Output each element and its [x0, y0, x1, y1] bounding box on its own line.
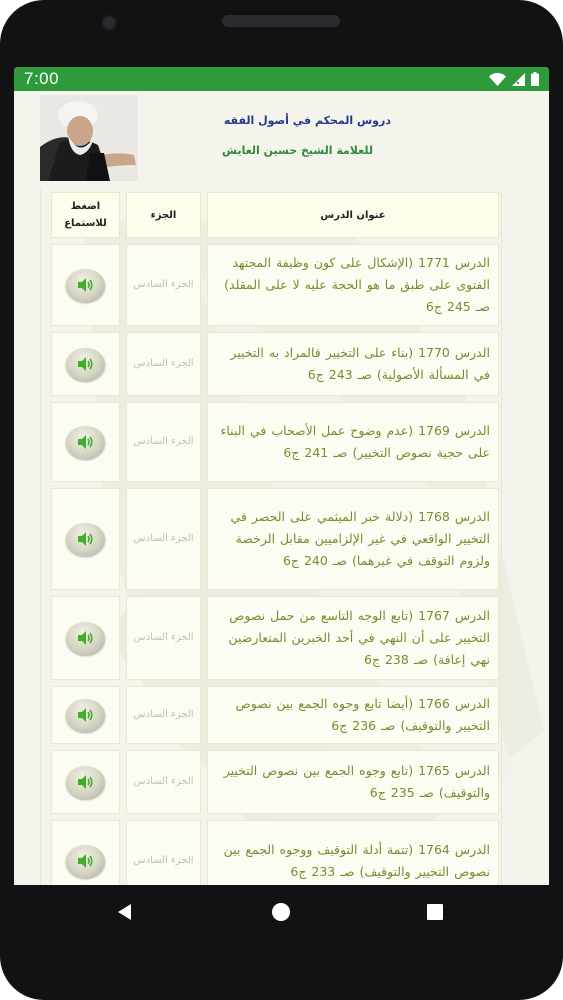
header-cell-title [207, 192, 499, 238]
part-cell [126, 820, 201, 885]
speaker-icon [78, 708, 94, 722]
signal-icon [512, 73, 525, 86]
play-audio-button[interactable] [66, 766, 105, 799]
title-cell [207, 244, 499, 326]
title-cell [207, 750, 499, 814]
title-cell [207, 488, 499, 590]
status-time: 7:00 [24, 69, 60, 88]
part-label: الجزء السادس [133, 854, 194, 866]
lesson-title: الدرس 1766 (أيضا تابع وجوه الجمع بين نصوص التخيير والتوقيف) صـ 236 ج6 [235, 696, 490, 733]
table-row[interactable] [40, 241, 502, 329]
lesson-title: الدرس 1769 (عدم وضوح عمل الأصحاب في البناء على حجية نصوص التخيير) صـ 241 ج6 [220, 423, 490, 460]
front-camera [101, 15, 117, 31]
title-cell [207, 686, 499, 744]
table-row[interactable] [40, 593, 502, 683]
table-row[interactable] [40, 817, 502, 885]
play-cell [51, 820, 120, 885]
play-audio-button[interactable] [66, 622, 105, 655]
part-label: الجزء السادس [133, 278, 194, 290]
navigation-bar [14, 885, 549, 940]
back-icon [116, 903, 134, 921]
speaker-icon [78, 435, 94, 449]
speaker-icon [78, 631, 94, 645]
status-icons [489, 72, 539, 86]
recents-icon [426, 903, 444, 921]
play-cell [51, 244, 120, 326]
table-header-row [40, 189, 502, 241]
lesson-title: الدرس 1768 (دلالة خبر الميثمي على الحصر في التخيير الواقعي في غير الإلزاميين مقابل الرخصة ولزوم التوقف في غيرهما) صـ 240 ج6 [230, 509, 490, 568]
part-cell [126, 750, 201, 814]
lesson-title: الدرس 1767 (تابع الوجه التاسع من حمل نصوص التخيير على أن النهي في أحد الخبرين المتعارضين نهي إعافة) صـ 238 ج6 [228, 608, 490, 667]
lesson-title: الدرس 1770 (بناء على التخيير فالمراد به التخيير في المسألة الأصولية) صـ 243 ج6 [230, 345, 490, 382]
nav-back-button[interactable] [108, 895, 142, 929]
play-audio-button[interactable] [66, 699, 105, 732]
speaker-icon [78, 775, 94, 789]
nav-home-button[interactable] [264, 895, 298, 929]
part-label: الجزء السادس [133, 708, 194, 720]
play-audio-button[interactable] [66, 348, 105, 381]
header-cell-part [126, 192, 201, 238]
play-audio-button[interactable] [66, 845, 105, 878]
header-part-label: الجزء [150, 209, 177, 221]
play-cell [51, 686, 120, 744]
table-row[interactable] [40, 747, 502, 817]
app-subtitle: للعلامة الشيخ حسين العايش [221, 144, 373, 157]
play-cell [51, 332, 120, 396]
play-audio-button[interactable] [66, 523, 105, 556]
status-bar [14, 67, 549, 91]
speaker-icon [78, 854, 94, 868]
app-content [14, 91, 549, 885]
lessons-table [40, 189, 502, 885]
earpiece-speaker [222, 15, 340, 27]
play-cell [51, 596, 120, 680]
play-audio-button[interactable] [66, 269, 105, 302]
part-cell [126, 488, 201, 590]
lesson-title: الدرس 1771 (الإشكال على كون وظيفة المجتهد الفتوى على طبق ما هو الحجة عليه لا على المقلد) صـ 245 ج6 [224, 255, 490, 314]
screen [14, 67, 549, 940]
speaker-icon [78, 532, 94, 546]
part-cell [126, 686, 201, 744]
part-label: الجزء السادس [133, 775, 194, 787]
play-cell [51, 750, 120, 814]
app-header [14, 91, 549, 183]
portrait-image [40, 95, 138, 181]
table-row[interactable] [40, 329, 502, 399]
header-title-label: عنوان الدرس [320, 209, 386, 221]
part-cell [126, 596, 201, 680]
title-cell [207, 402, 499, 482]
part-cell [126, 402, 201, 482]
home-icon [271, 902, 291, 922]
lesson-title: الدرس 1764 (تتمة أدلة التوقيف ووجوه الجمع بين نصوص التخيير والتوقيف) صـ 233 ج6 [223, 842, 490, 879]
lesson-title: الدرس 1765 (تابع وجوه الجمع بين نصوص التخيير والتوقيف) صـ 235 ج6 [223, 763, 490, 800]
part-label: الجزء السادس [133, 532, 194, 544]
part-label: الجزء السادس [133, 357, 194, 369]
title-cell [207, 332, 499, 396]
nav-recents-button[interactable] [418, 895, 452, 929]
part-cell [126, 332, 201, 396]
table-row[interactable] [40, 683, 502, 747]
play-cell [51, 402, 120, 482]
table-row[interactable] [40, 485, 502, 593]
app-title: دروس المحكم في أصول الفقه [223, 114, 391, 127]
title-cell [207, 820, 499, 885]
part-label: الجزء السادس [133, 435, 194, 447]
speaker-icon [78, 357, 94, 371]
play-cell [51, 488, 120, 590]
header-play-label: اضغط للاستماع [64, 201, 107, 229]
play-audio-button[interactable] [66, 426, 105, 459]
speaker-icon [78, 278, 94, 292]
title-cell [207, 596, 499, 680]
part-label: الجزء السادس [133, 631, 194, 643]
scholar-portrait [40, 95, 138, 181]
table-row[interactable] [40, 399, 502, 485]
part-cell [126, 244, 201, 326]
battery-icon [531, 72, 539, 86]
wifi-icon [489, 73, 506, 86]
header-cell-play [51, 192, 120, 238]
